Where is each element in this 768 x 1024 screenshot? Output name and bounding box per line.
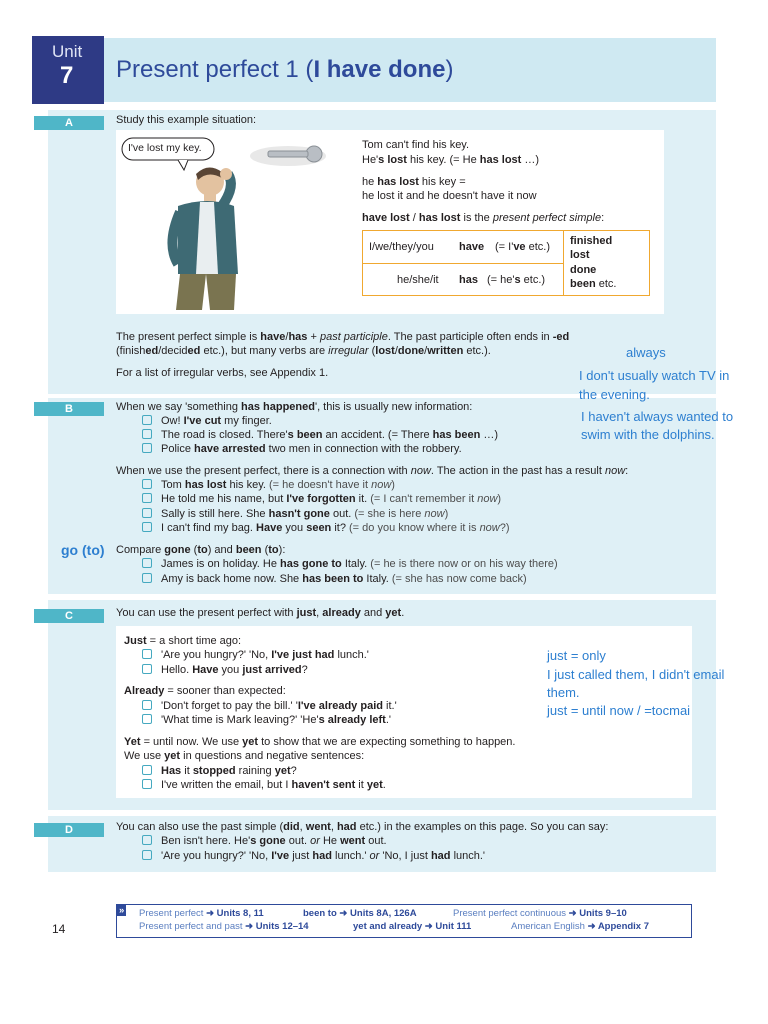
section-a-p3: For a list of irregular verbs, see Appendix 1.: [116, 367, 329, 379]
c-yet-example-2: I've written the email, but I haven't sent it yet.: [142, 778, 386, 793]
checkbox-icon: [142, 714, 152, 724]
participle-3: done: [570, 264, 597, 276]
ref-2-label: been to: [303, 908, 337, 919]
c-yet-example-1: Has it stopped raining yet?: [142, 764, 297, 779]
checkbox-icon: [142, 415, 152, 425]
d-example-1: Ben isn't here. He's gone out. or He went out.: [142, 834, 387, 849]
table-r1-note: (= I've etc.): [495, 241, 551, 253]
ref-6-target: Appendix 7: [597, 921, 650, 932]
checkbox-icon: [142, 522, 152, 532]
b-example-7: I can't find my bag. Have you seen it? (= do you know where it is now?): [142, 521, 510, 536]
b-example-8: James is on holiday. He has gone to Italy. (= he is there now or on his way there): [142, 557, 558, 572]
speech-bubble-text: I've lost my key.: [128, 142, 202, 154]
tom-line-1: Tom can't find his key.: [362, 139, 470, 151]
title-pre: Present perfect 1 (: [116, 56, 314, 83]
title-bold: I have done: [313, 56, 446, 83]
ref-5[interactable]: yet and already ➜ Unit 111: [353, 921, 472, 932]
ref-5-label: yet and already: [353, 921, 423, 932]
section-b-intro-2: When we use the present perfect, there is a connection with now. The action in the past has a result now:: [116, 465, 629, 477]
checkbox-icon: [142, 700, 152, 710]
section-b-compare: Compare gone (to) and been (to):: [116, 544, 286, 556]
table-r1-subject: I/we/they/you: [369, 241, 434, 253]
b-example-1: Ow! I've cut my finger.: [142, 414, 272, 429]
ref-4-label: Present perfect and past: [139, 921, 243, 932]
checkbox-icon: [142, 779, 152, 789]
checkbox-icon: [142, 649, 152, 659]
table-divider-h: [363, 263, 563, 264]
b-example-5: He told me his name, but I've forgotten it. (= I can't remember it now): [142, 492, 501, 507]
just-definition: Just = a short time ago:: [124, 635, 242, 647]
c-just-example-2: Hello. Have you just arrived?: [142, 663, 308, 678]
b-example-3: Police have arrested two men in connection with the robbery.: [142, 442, 462, 457]
table-r2-subject: he/she/it: [397, 274, 439, 286]
participle-4-word: been: [570, 278, 596, 290]
checkbox-icon: [142, 573, 152, 583]
ref-4-target: Units 12–14: [255, 921, 309, 932]
ref-1-label: Present perfect: [139, 908, 204, 919]
section-b-intro: When we say 'something has happened', this is usually new information:: [116, 401, 473, 413]
participle-2: lost: [570, 249, 590, 261]
c-just-example-1: 'Are you hungry?' 'No, I've just had lunch.': [142, 648, 369, 663]
note-just-2: I just called them, I didn't email: [547, 667, 725, 682]
checkbox-icon: [142, 664, 152, 674]
b-example-2: The road is closed. There's been an accident. (= There has been …): [142, 428, 498, 443]
checkbox-icon: [142, 508, 152, 518]
c-already-example-2: 'What time is Mark leaving?' 'He's already left.': [142, 713, 391, 728]
ref-1-target: Units 8, 11: [216, 908, 264, 919]
ref-3-label: Present perfect continuous: [453, 908, 567, 919]
ref-6-label: American English: [511, 921, 585, 932]
note-always: always: [626, 345, 666, 360]
checkbox-icon: [142, 443, 152, 453]
unit-badge: [32, 36, 104, 104]
note-tv-1: I don't usually watch TV in: [579, 368, 730, 383]
conjugation-table: [362, 230, 650, 296]
table-r2-verb: has: [459, 274, 478, 286]
checkbox-icon: [142, 558, 152, 568]
definition-line: have lost / has lost is the present perfect simple:: [362, 212, 605, 224]
page-title: [116, 56, 453, 84]
note-go-to: go (to): [61, 542, 105, 558]
title-post: ): [445, 56, 454, 83]
page-number: 14: [52, 922, 66, 936]
ref-3[interactable]: Present perfect continuous ➜ Units 9–10: [453, 908, 627, 919]
checkbox-icon: [142, 429, 152, 439]
checkbox-icon: [142, 765, 152, 775]
section-a-intro: Study this example situation:: [116, 114, 257, 126]
c-already-example-1: 'Don't forget to pay the bill.' 'I've already paid it.': [142, 699, 397, 714]
section-a-p2: (finished/decided etc.), but many verbs are irregular (lost/done/written etc.).: [116, 345, 491, 357]
b-example-4: Tom has lost his key. (= he doesn't have it now): [142, 478, 395, 493]
equation-line-2: he lost it and he doesn't have it now: [362, 190, 537, 202]
equation-line-1: he has lost his key =: [362, 176, 466, 188]
note-just-1: just = only: [547, 648, 606, 663]
participle-4: [570, 277, 616, 292]
checkbox-icon: [142, 493, 152, 503]
yet-definition-1: Yet = until now. We use yet to show that we are expecting something to happen.: [124, 736, 516, 748]
participle-1: finished: [570, 235, 613, 247]
yet-definition-2: We use yet in questions and negative sentences:: [124, 750, 365, 762]
note-tv-2: the evening.: [579, 387, 650, 402]
table-r2-note: (= he's etc.): [487, 274, 546, 286]
section-c-intro: You can use the present perfect with just, already and yet.: [116, 607, 405, 619]
checkbox-icon: [142, 835, 152, 845]
section-c-tab: C: [34, 609, 104, 623]
ref-5-target: Unit 111: [435, 921, 472, 932]
already-definition: Already = sooner than expected:: [124, 685, 286, 697]
d-example-2: 'Are you hungry?' 'No, I've just had lunch.' or 'No, I just had lunch.': [142, 849, 485, 864]
table-r1-verb: have: [459, 241, 485, 253]
b-example-9: Amy is back home now. She has been to Italy. (= she has now come back): [142, 572, 527, 587]
ref-2[interactable]: been to ➜ Units 8A, 126A: [303, 908, 417, 919]
note-just-3: them.: [547, 685, 580, 700]
cross-reference-box: [116, 904, 692, 938]
tom-line-2: He's lost his key. (= He has lost …): [362, 154, 540, 166]
unit-number: 7: [60, 62, 74, 89]
section-b-tab: B: [34, 402, 104, 416]
note-just-4: just = until now / =tocmai: [547, 703, 691, 718]
note-dolphins-1: I haven't always wanted to: [581, 409, 734, 424]
double-chevron-icon: »: [119, 905, 125, 916]
participle-etc: etc.: [598, 278, 617, 290]
ref-1[interactable]: Present perfect ➜ Units 8, 11: [139, 908, 264, 919]
note-dolphins-2: swim with the dolphins.: [581, 427, 715, 442]
ref-2-target: Units 8A, 126A: [350, 908, 417, 919]
man-thinking-illustration: [118, 134, 328, 312]
b-example-6: Sally is still here. She hasn't gone out. (= she is here now): [142, 507, 448, 522]
ref-3-target: Units 9–10: [579, 908, 627, 919]
ref-6[interactable]: American English ➜ Appendix 7: [511, 921, 650, 932]
section-d-tab: D: [34, 823, 104, 837]
section-a-p1: The present perfect simple is have/has + past participle. The past participle often ends in -ed: [116, 331, 570, 343]
section-d-intro: You can also use the past simple (did, went, had etc.) in the examples on this page. So you can say:: [116, 821, 609, 833]
unit-word: Unit: [52, 42, 83, 61]
checkbox-icon: [142, 479, 152, 489]
ref-4[interactable]: Present perfect and past ➜ Units 12–14: [139, 921, 309, 932]
table-divider-v: [563, 231, 564, 295]
checkbox-icon: [142, 850, 152, 860]
section-a-tab: A: [34, 116, 104, 130]
